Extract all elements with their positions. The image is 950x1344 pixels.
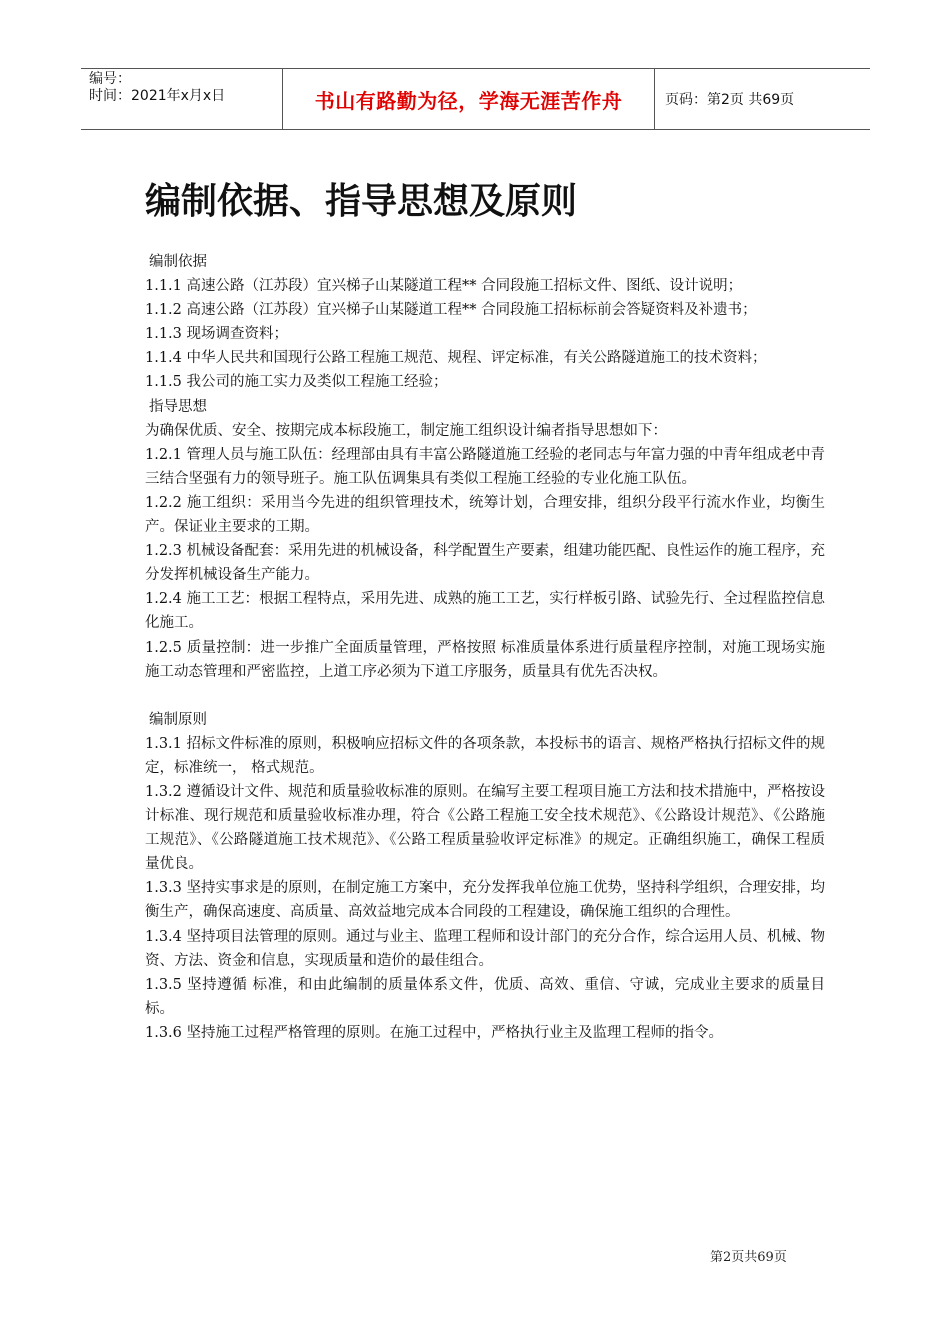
paragraph: 1.3.3 坚持实事求是的原则，在制定施工方案中，充分发挥我单位施工优势，坚持科学组织，合理安排，均衡生产，确保高速度、高质量、高效益地完成本合同段的工程建设，确保施工组织的合理性。	[145, 880, 825, 921]
page-footer: 第2页共69页	[710, 1250, 787, 1265]
paragraph: 1.2.1 管理人员与施工队伍：经理部由具有丰富公路隧道施工经验的老同志与年富力强的中青年组成老中青三结合坚强有力的领导班子。施工队伍调集具有类似工程施工经验的专业化施工队伍。	[145, 446, 825, 487]
paragraph: 1.2.3 机械设备配套：采用先进的机械设备，科学配置生产要素，组建功能匹配、良性运作的施工程序，充分发挥机械设备生产能力。	[145, 543, 825, 584]
paragraph: 1.2.5 质量控制：进一步推广全面质量管理，严格按照 标准质量体系进行质量程序控制，对施工现场实施施工动态管理和严密监控，上道工序必须为下道工序服务，质量具有优先否决权。	[145, 639, 825, 680]
header-motto: 书山有路勤为径，学海无涯苦作舟	[282, 69, 655, 129]
document-body	[145, 250, 825, 1045]
paragraph: 1.1.1 高速公路（江苏段）宜兴梯子山某隧道工程** 合同段施工招标文件、图纸、设计说明；	[145, 278, 743, 295]
paragraph: 1.2.2 施工组织：采用当今先进的组织管理技术，统筹计划，合理安排，组织分段平行流水作业，均衡生产。保证业主要求的工期。	[145, 494, 825, 536]
section-heading-principles: 编制原则	[149, 711, 207, 728]
document-number-label: 编号：	[89, 71, 131, 87]
header-meta	[81, 69, 282, 129]
paragraph: 1.3.6 坚持施工过程严格管理的原则。在施工过程中，严格执行业主及监理工程师的指令。	[145, 1024, 723, 1041]
paragraph: 1.2.4 施工工艺：根据工程特点，采用先进、成熟的施工工艺，实行样板引路、试验先行、全过程监控信息化施工。	[145, 591, 825, 632]
document-title: 编制依据、指导思想及原则	[145, 181, 578, 222]
paragraph: 1.3.1 招标文件标准的原则，积极响应招标文件的各项条款，本投标书的语言、规格严格执行招标文件的规定，标准统一， 格式规范。	[145, 735, 825, 776]
document-date: 时间：2021年x月x日	[89, 88, 226, 104]
page-header	[81, 68, 870, 130]
paragraph: 1.3.2 遵循设计文件、规范和质量验收标准的原则。在编写主要工程项目施工方法和技术措施中，严格按设计标准、现行规范和质量验收标准办理，符合《公路工程施工安全技术规范》、《公路设计规范》、《公路施工规范》、《公路隧道施工技术规范》、《公路工程质量验收评定标准》的规定。正确组织施工，确保工程质量优良。	[145, 783, 825, 873]
paragraph: 1.1.4 中华人民共和国现行公路工程施工规范、规程、评定标准，有关公路隧道施工的技术资料；	[145, 350, 767, 367]
paragraph: 为确保优质、安全、按期完成本标段施工，制定施工组织设计编者指导思想如下：	[145, 422, 667, 439]
section-heading-guiding: 指导思想	[149, 398, 207, 415]
paragraph: 1.1.2 高速公路（江苏段）宜兴梯子山某隧道工程** 合同段施工招标标前会答疑资料及补遗书；	[145, 302, 757, 319]
paragraph: 1.3.5 坚持遵循 标准，和由此编制的质量体系文件，优质、高效、重信、守诚，完成业主要求的质量目标。	[145, 976, 825, 1017]
paragraph: 1.1.3 现场调查资料；	[145, 326, 289, 343]
spacer	[145, 684, 825, 708]
paragraph: 1.1.5 我公司的施工实力及类似工程施工经验；	[145, 374, 448, 391]
paragraph: 1.3.4 坚持项目法管理的原则。通过与业主、监理工程师和设计部门的充分合作，综合运用人员、机械、物资、方法、资金和信息，实现质量和造价的最佳组合。	[145, 928, 825, 969]
section-heading-basis: 编制依据	[149, 254, 207, 270]
header-page-info: 页码：第2页 共69页	[665, 92, 795, 108]
